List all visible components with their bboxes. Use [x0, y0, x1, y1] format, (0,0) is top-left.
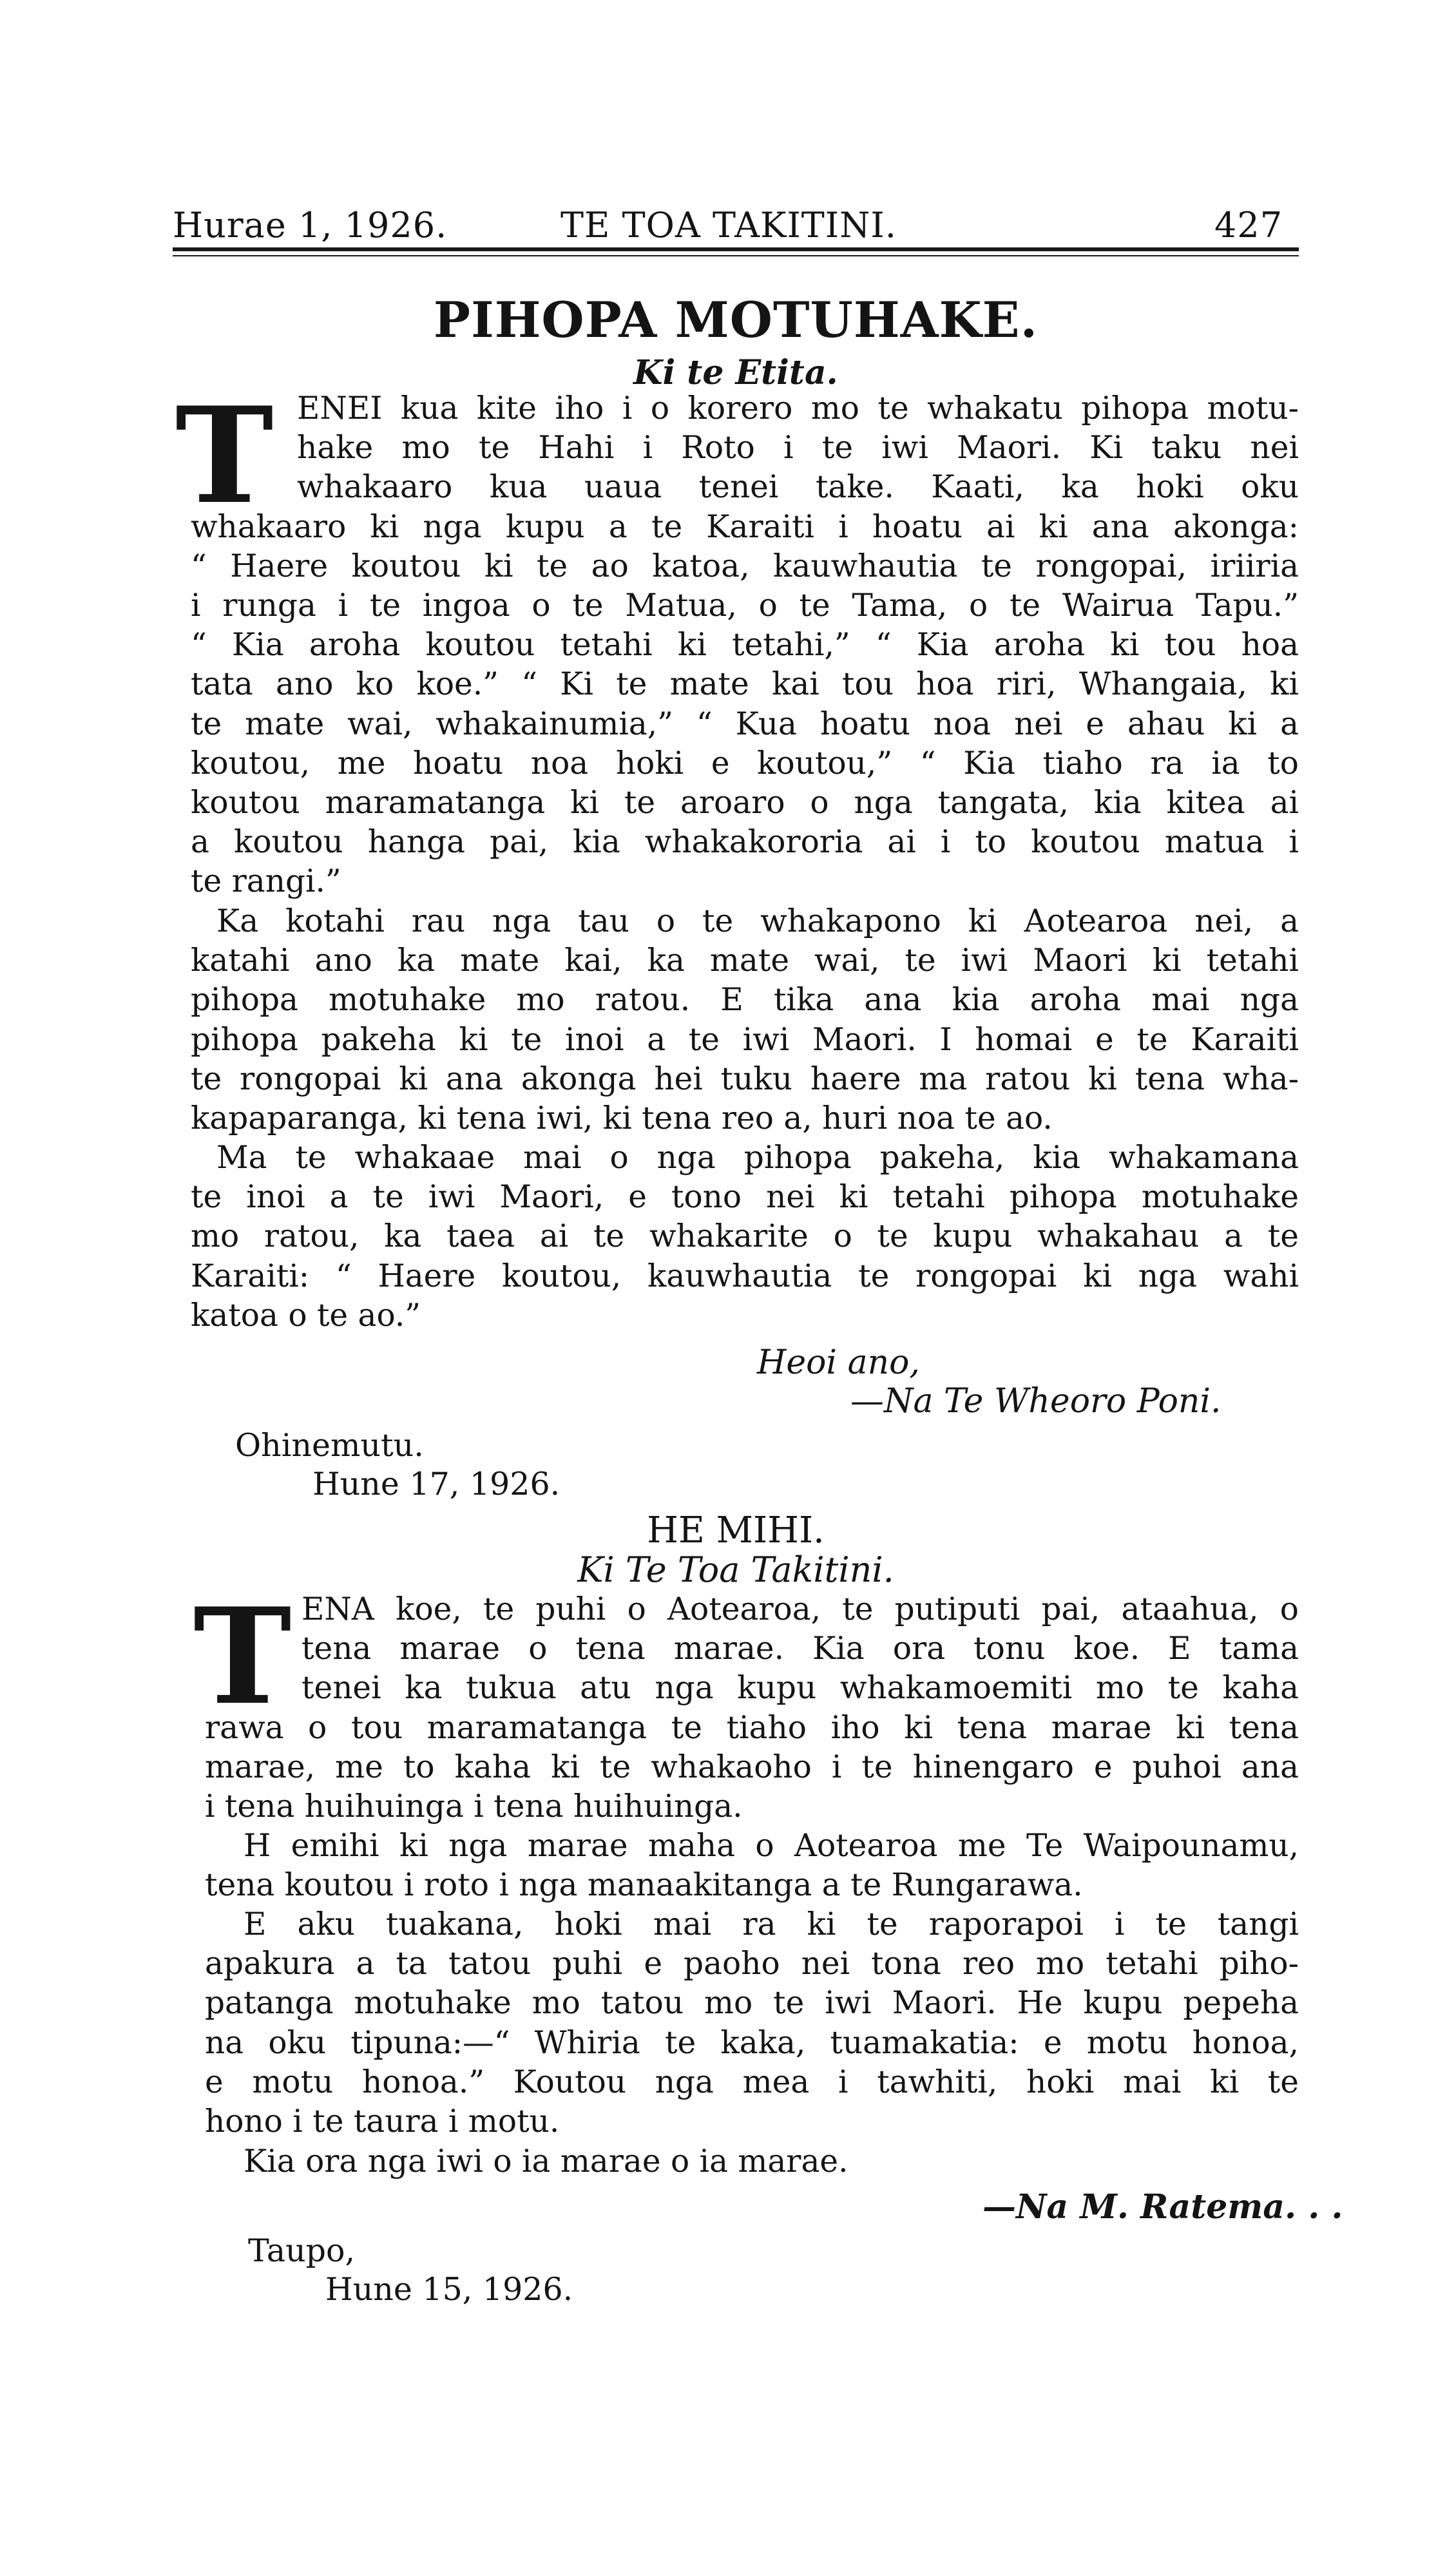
article1-paragraph-3 — [191, 1138, 1299, 1336]
text-line: ENA koe, te puhi o Aotearoa, te putiputi pai, ataahua, o — [302, 1591, 1299, 1627]
text-line: “ Haere koutou ki te ao katoa, kauwhautia te rongopai, iriiria — [191, 548, 1299, 584]
header-date: Hurae 1, 1926. — [173, 205, 448, 245]
text-line: katoa o te ao.” — [191, 1297, 421, 1334]
text-line: Kia ora nga iwi o ia marae o ia marae. — [244, 2143, 848, 2180]
text-line: kapaparanga, ki tena iwi, ki tena reo a, huri noa te ao. — [191, 1100, 1053, 1137]
text-line: E aku tuakana, hoki mai ra ki te raporapoi i te tangi — [244, 1906, 1299, 1942]
header-rule-thick — [173, 247, 1299, 251]
text-line: koutou, me hoatu noa hoki e koutou,” “ Kia tiaho ra ia to — [191, 745, 1299, 781]
text-line: hono i te taura i motu. — [205, 2104, 560, 2140]
text-line: e motu honoa.” Koutou nga mea i tawhiti, hoki mai ki te — [205, 2064, 1299, 2100]
text-line: apakura a ta tatou puhi e paoho nei tona reo mo tetahi piho- — [205, 1946, 1299, 1982]
text-line: rawa o tou maramatanga te tiaho iho ki tena marae ki tena — [205, 1709, 1299, 1746]
text-line: na oku tipuna:—“ Whiria te kaka, tuamakatia: e motu honoa, — [205, 2024, 1299, 2061]
header-page-number: 427 — [1214, 205, 1283, 245]
text-line: katahi ano ka mate kai, ka mate wai, te iwi Maori ki tetahi — [191, 943, 1299, 979]
text-line: “ Kia aroha koutou tetahi ki tetahi,” “ Kia aroha ki tou hoa — [191, 627, 1299, 664]
article-subtitle: Ki te Etita. — [633, 353, 838, 392]
text-line: H emihi ki nga marae maha o Aotearoa me Te Waipounamu, — [244, 1828, 1299, 1864]
text-line: i tena huihuinga i tena huihuinga. — [205, 1788, 743, 1825]
article-date: Hune 15, 1926. — [325, 2271, 573, 2308]
text-line: whakaaro ki nga kupu a te Karaiti i hoatu ai ki ana akonga: — [191, 508, 1299, 545]
text-line: pihopa pakeha ki te inoi a te iwi Maori. I homai e te Karaiti — [191, 1021, 1299, 1058]
text-line: ENEI kua kite iho i o korero mo te whakatu pihopa motu- — [297, 390, 1299, 426]
place-name: Ohinemutu. — [235, 1427, 424, 1464]
header-rule-thin — [173, 255, 1299, 256]
article-subtitle: Ki Te Toa Takitini. — [577, 1549, 894, 1590]
text-line: tenei ka tukua atu nga kupu whakamoemiti mo te kaha — [302, 1670, 1299, 1707]
text-line: hake mo te Hahi i Roto i te iwi Maori. Ki taku nei — [297, 430, 1299, 466]
signoff: Heoi ano, — [757, 1343, 920, 1382]
text-line: i runga i te ingoa o te Matua, o te Tama, o te Wairua Tapu.” — [191, 588, 1299, 624]
article-date: Hune 17, 1926. — [312, 1466, 560, 1502]
text-line: mo ratou, ka taea ai te whakarite o te kupu whakahau a te — [191, 1218, 1299, 1255]
text-line: te rongopai ki ana akonga hei tuku haere ma ratou ki tena wha- — [191, 1060, 1299, 1097]
text-line: tata ano ko koe.” “ Ki te mate kai tou hoa riri, Whangaia, ki — [191, 666, 1299, 703]
text-line: Ka kotahi rau nga tau o te whakapono ki Aotearoa nei, a — [216, 903, 1299, 939]
signature: —Na M. Ratema. . . — [982, 2187, 1343, 2227]
signature: —Na Te Wheoro Poni. — [850, 1382, 1221, 1421]
article2-paragraph-3 — [205, 1905, 1299, 2142]
article2-paragraph-2 — [205, 1826, 1299, 1905]
text-line: tena koutou i roto i nga manaakitanga a te Rungarawa. — [205, 1867, 1083, 1904]
text-line: Ma te whakaae mai o nga pihopa pakeha, kia whakamana — [216, 1140, 1299, 1176]
article-title: PIHOPA MOTUHAKE. — [433, 291, 1039, 349]
article2-paragraph-1 — [205, 1590, 1299, 1826]
text-line: tena marae o tena marae. Kia ora tonu koe. E tama — [302, 1631, 1299, 1667]
text-line: Karaiti: “ Haere koutou, kauwhautia te rongopai ki nga wahi — [191, 1258, 1299, 1294]
text-line: whakaaro kua uaua tenei take. Kaati, ka hoki oku — [297, 469, 1299, 506]
drop-cap: T — [193, 1580, 292, 1734]
text-line: koutou maramatanga ki te aroaro o nga tangata, kia kitea ai — [191, 785, 1299, 821]
text-line: a koutou hanga pai, kia whakakororia ai i to koutou matua i — [191, 824, 1299, 861]
article1-paragraph-2 — [191, 902, 1299, 1138]
text-line: patanga motuhake mo tatou mo te iwi Maori. He kupu pepeha — [205, 1985, 1299, 2022]
header-title: TE TOA TAKITINI. — [560, 205, 897, 245]
article1-paragraph-1 — [191, 389, 1299, 902]
article2-paragraph-4 — [205, 2142, 1299, 2181]
text-line: pihopa motuhake mo ratou. E tika ana kia aroha mai nga — [191, 982, 1299, 1019]
drop-cap: T — [175, 379, 274, 533]
article-title: HE MIHI. — [647, 1510, 825, 1551]
text-line: te rangi.” — [191, 863, 341, 900]
text-line: te inoi a te iwi Maori, e tono nei ki tetahi pihopa motuhake — [191, 1179, 1299, 1216]
text-line: te mate wai, whakainumia,” “ Kua hoatu noa nei e ahau ki a — [191, 705, 1299, 742]
place-name: Taupo, — [248, 2232, 356, 2269]
text-line: marae, me to kaha ki te whakaoho i te hinengaro e puhoi ana — [205, 1749, 1299, 1785]
